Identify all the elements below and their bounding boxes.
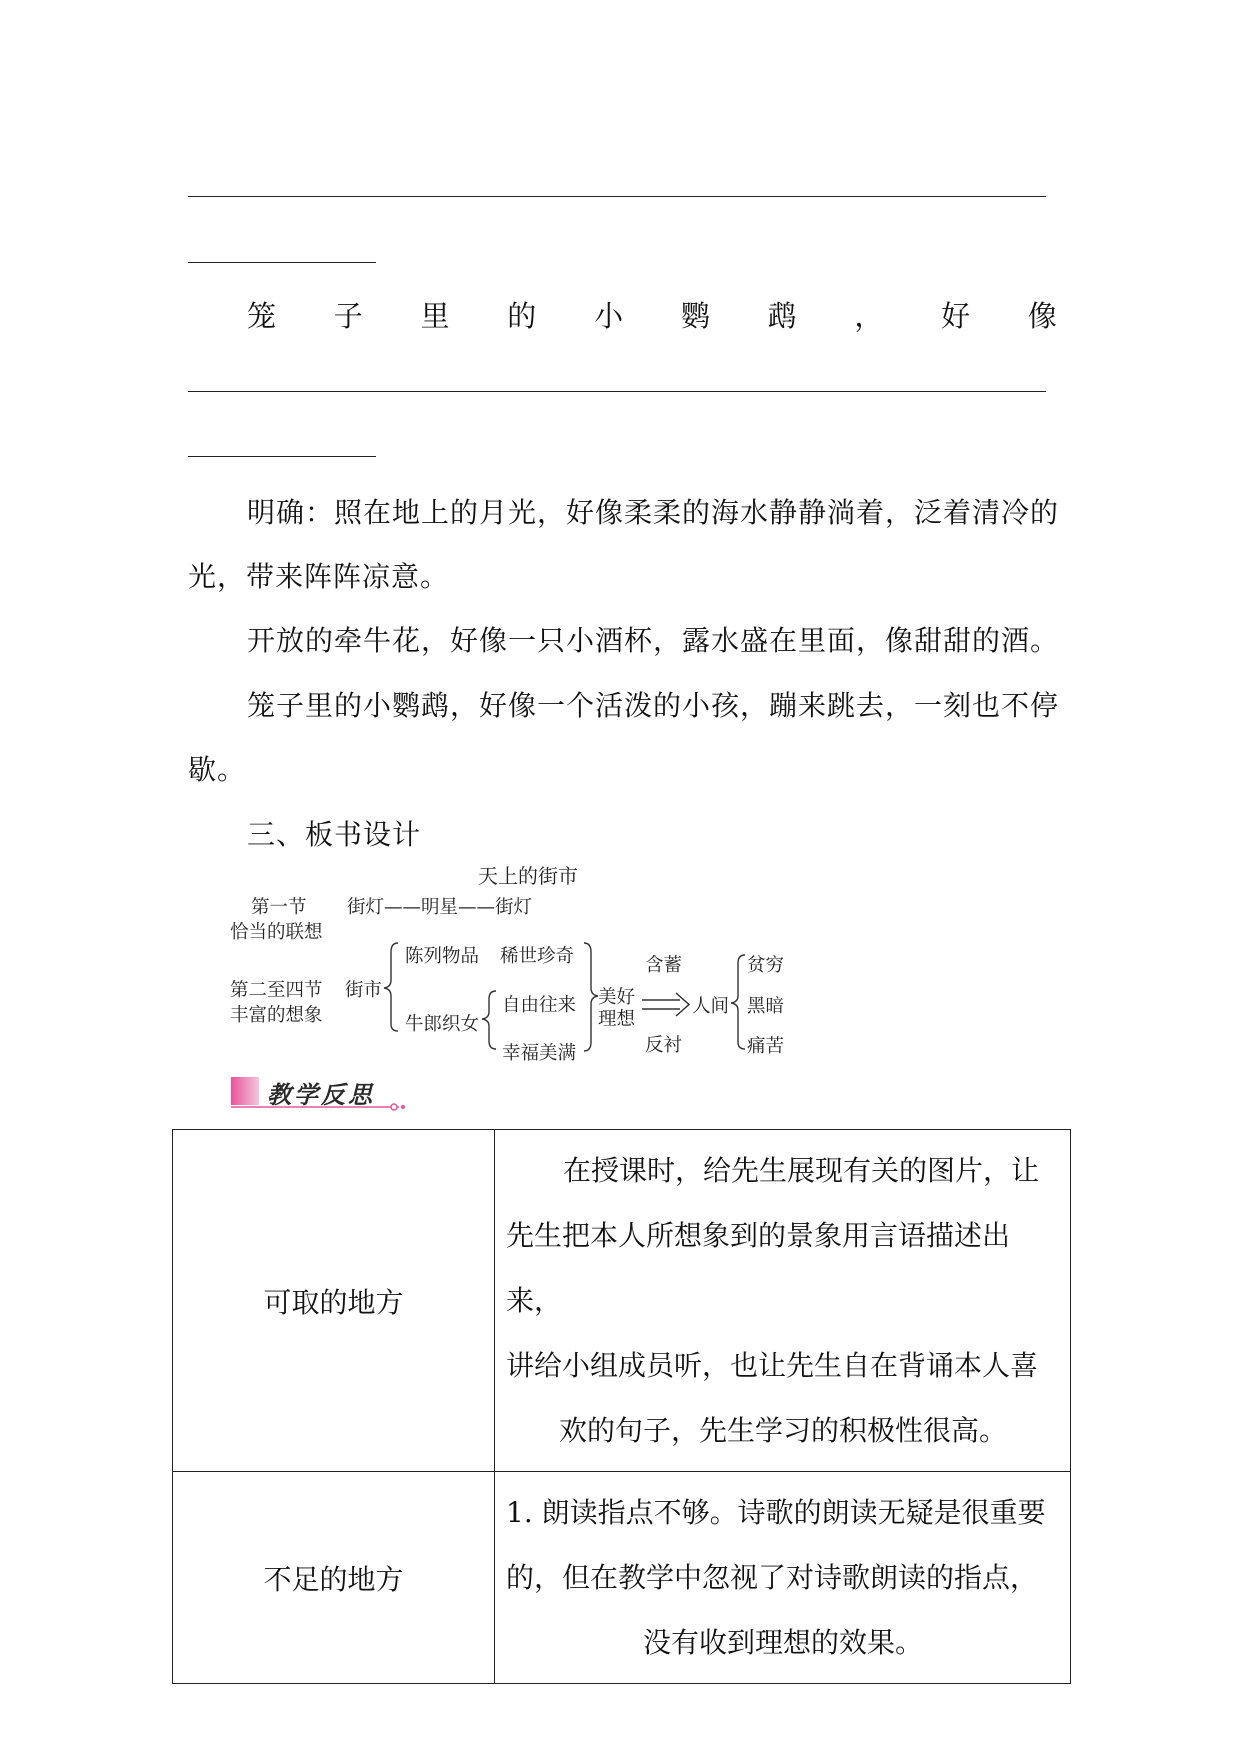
reflection-title: 教学反思 [267,1081,375,1109]
node-happiness: 幸福美满 [502,1043,577,1064]
prompt-char: 笼 [247,299,277,333]
node-exhibits: 陈列物品 [405,946,480,967]
content-line: 1. 朗读指点不够。诗歌的朗读无疑是很重要 [506,1496,1046,1529]
node-implicit: 含蓄 [645,955,683,976]
prompt-char: 子 [333,299,363,333]
table-row [173,1472,1071,1684]
row-label: 可取的地方 [173,1130,495,1472]
node-rare-treasures: 稀世珍奇 [500,946,575,967]
node-contrast: 反衬 [645,1035,683,1056]
content-line: 的，但在教学中忽视了对诗歌朗读的指点， [506,1561,1039,1594]
answer-lead: 明确：照在地上的月光，好像柔柔的海水静静淌着，泛着清冷的 [247,496,1060,529]
brace-world [731,955,745,1049]
prompt-char: 像 [1027,299,1057,333]
double-arrow-icon [642,993,689,1016]
reflection-table [172,1129,1071,1684]
content-line: 在授课时，给先生展现有关的图片，让 [563,1154,1040,1187]
node-cowherd-weaver: 牛郎织女 [405,1014,480,1035]
content-line: 欢的句子，先生学习的积极性很高。 [558,1414,1007,1447]
content-line: 没有收到理想的效果。 [642,1626,923,1659]
table-row [173,1130,1071,1472]
row-content [495,1130,1071,1472]
brace-ideal [584,943,598,1051]
prompt-char: 小 [594,299,624,333]
row-content [495,1472,1071,1684]
answer-line-3: 笼子里的小鹦鹉，好像一个活泼的小孩，蹦来跳去，一刻也不停 [247,689,1060,722]
node-darkness: 黑暗 [747,996,785,1017]
section2-label-1: 第二至四节 [230,980,323,1001]
section1-label-2: 恰当的联想 [230,922,323,943]
section2-label-2: 丰富的想象 [230,1005,323,1026]
brace-cowherd [482,991,496,1049]
node-free-movement: 自由往来 [502,995,577,1016]
prompt-char: 鹦 [680,299,710,333]
answer-continuation: 光，带来阵阵凉意。 [188,560,450,593]
node-suffering: 痛苦 [747,1036,785,1057]
answer-line-2: 开放的牵牛花，好像一只小酒杯，露水盛在里面，像甜甜的酒。 [247,624,1060,657]
section1-label-1: 第一节 [251,897,307,918]
prompt-char: 里 [420,299,450,333]
brace-street [384,943,398,1031]
node-human-world: 人间 [692,996,730,1017]
node-ideal-2: 理想 [598,1009,636,1030]
prompt-char: 好 [941,299,971,333]
node-poverty: 贫穷 [747,955,785,976]
diagram-title: 天上的街市 [478,864,578,888]
prompt-char: 的 [507,299,537,333]
prompt-char: 鹉 [767,299,797,333]
reflection-badge [231,1073,411,1113]
answer-line-3-end: 歇。 [188,753,247,786]
section-heading: 三、板书设计 [247,818,422,851]
section1-chain: 街灯——明星——街灯 [347,897,533,918]
content-line: 先生把本人所想象到的景象用言语描述出来， [506,1219,1011,1317]
row-label: 不足的地方 [173,1472,495,1684]
prompt-char: ， [854,299,884,333]
content-line: 讲给小组成员听，也让先生自在背诵本人喜 [506,1349,1039,1382]
street-node: 街市 [345,980,383,1001]
node-ideal-1: 美好 [598,987,636,1008]
